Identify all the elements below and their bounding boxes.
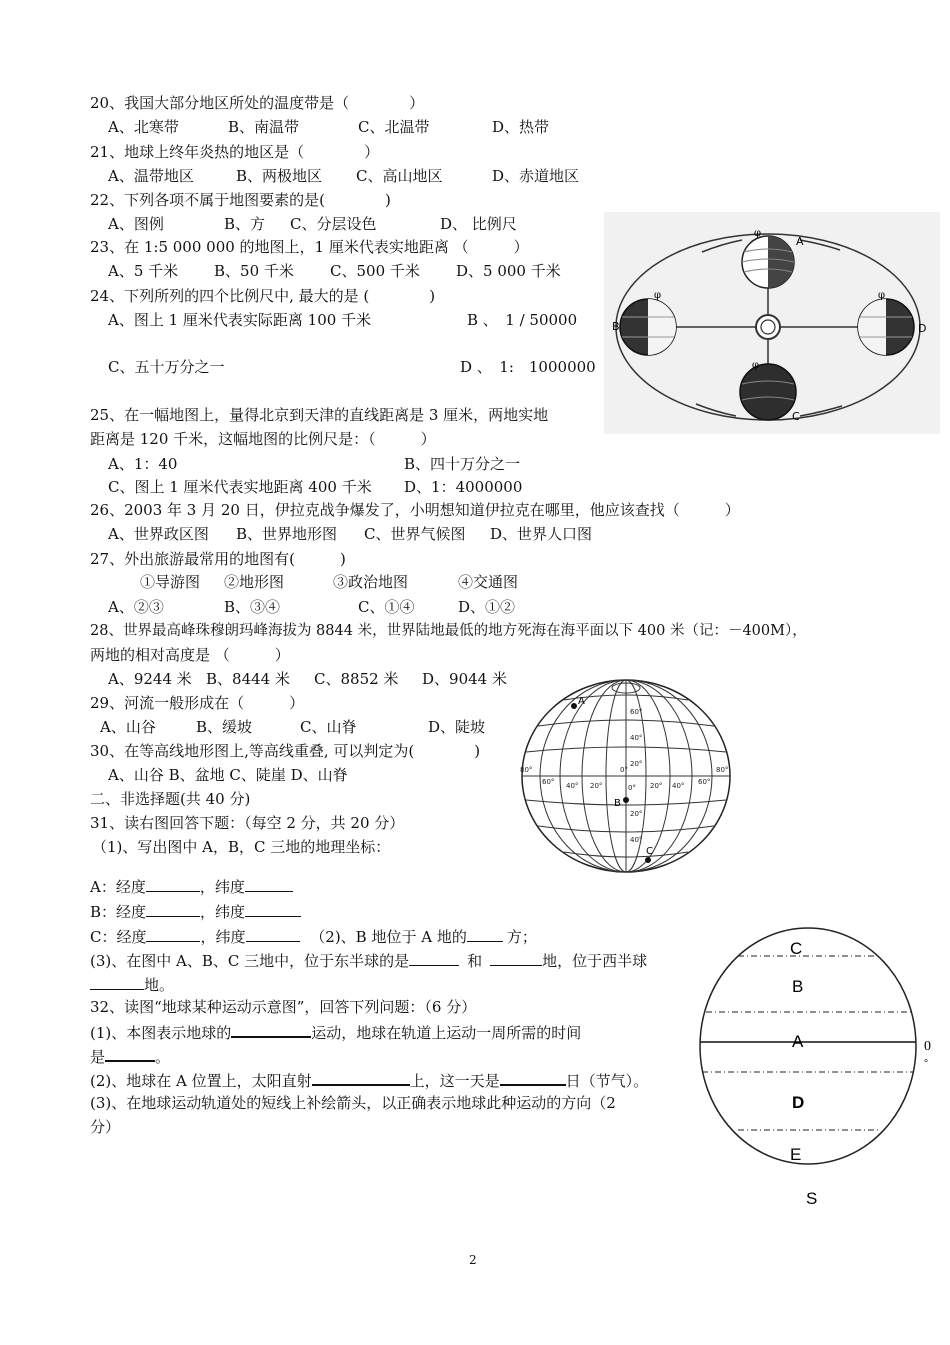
zone-circle — [700, 928, 916, 1164]
q26-option-d: D、世界人口图 — [490, 525, 593, 543]
q27-option-d: D、①② — [458, 598, 516, 616]
q24-option-d: D 、 1: 1000000 — [460, 358, 596, 376]
q31-b-lon-blank[interactable] — [146, 901, 200, 917]
q31-part-3-west: 地，位于西半球 — [542, 952, 648, 970]
q32-line-3b: 上，这一天是 — [409, 1072, 500, 1090]
q25-option-b: B、四十万分之一 — [404, 455, 521, 473]
page-number: 2 — [469, 1253, 477, 1267]
lon-tick: 40° — [672, 782, 685, 790]
q28-option-a: A、9244 米 — [108, 670, 192, 688]
q27-option-c: C、①④ — [358, 598, 415, 616]
q32-period-blank[interactable] — [105, 1045, 155, 1062]
q25-option-a: A、1：40 — [108, 455, 178, 473]
q24-option-c: C、五十万分之一 — [108, 358, 225, 376]
q24-stem: 24、下列所列的四个比例尺中, 最大的是 ( ) — [90, 287, 436, 305]
q28-option-c: C、8852 米 — [314, 670, 399, 688]
q21-option-b: B、两极地区 — [236, 167, 323, 185]
q32-line-2a: 是 — [90, 1048, 106, 1066]
q31-part-3 — [90, 950, 647, 971]
earth-a — [742, 236, 794, 288]
q32-line-2b: 。 — [155, 1048, 171, 1066]
lon-tick: 60° — [698, 778, 711, 786]
q29-option-c: C、山脊 — [300, 718, 357, 736]
q22-option-d: D、 比例尺 — [440, 215, 517, 233]
q32-line-1a: (1)、本图表示地球的 — [90, 1024, 232, 1042]
section-2-title: 二、非选择题(共 40 分) — [90, 790, 251, 808]
q28-stem-line2: 两地的相对高度是 （ ） — [90, 646, 290, 664]
q31-a-lon-label: A：经度 — [90, 878, 146, 896]
q27-item-3: ③政治地图 — [333, 573, 409, 591]
lon-tick: 60° — [542, 778, 555, 786]
q31-c-lat-label: ，纬度 — [200, 928, 246, 946]
q32-solar-term-blank[interactable] — [500, 1069, 566, 1086]
q32-line-1 — [90, 1021, 581, 1043]
point-a-label: A — [578, 696, 585, 707]
q21-option-a: A、温带地区 — [108, 167, 194, 185]
q29-option-d: D、陡坡 — [428, 718, 486, 736]
q28-stem-line1: 28、世界最高峰珠穆朗玛峰海拔为 8844 米，世界陆地最低的地方死海在海平面以下 400 米（记：－400M）， — [90, 623, 807, 639]
lat-tick: 40° — [630, 836, 643, 844]
pole-mark: φ — [752, 360, 760, 371]
q23-option-c: C、500 千米 — [330, 262, 420, 280]
point-a — [571, 703, 577, 709]
lon-tick: 40° — [566, 782, 579, 790]
q31-east-blank-2[interactable] — [490, 950, 542, 966]
q23-option-b: B、50 千米 — [214, 262, 294, 280]
q31-c-lon-label: C：经度 — [90, 928, 147, 946]
lon-tick: 20° — [650, 782, 663, 790]
q22-option-c: C、分层设色 — [290, 215, 377, 233]
earth-d — [858, 299, 914, 355]
q25-option-c: C、图上 1 厘米代表实地距离 400 千米 — [108, 478, 372, 496]
lon-tick: 80° — [520, 766, 533, 774]
q31-east-blank-1[interactable] — [409, 950, 459, 966]
q31-west-blank[interactable] — [90, 974, 144, 990]
q20-option-c: C、北温带 — [358, 118, 430, 136]
q31-b-lon-label: B：经度 — [90, 903, 147, 921]
orbit-label-c: C — [792, 410, 800, 423]
lat-tick: 40° — [630, 734, 643, 742]
orbit-label-d: D — [918, 322, 927, 335]
q32-line-5: 分） — [90, 1118, 121, 1136]
q32-motion-blank[interactable] — [231, 1021, 311, 1038]
q32-latitude-blank[interactable] — [312, 1069, 410, 1086]
zone-label-e: E — [790, 1145, 802, 1164]
zone-label-c: C — [790, 939, 803, 958]
q31-part-3-end: 地。 — [144, 976, 175, 994]
orbit-figure — [604, 212, 940, 434]
q27-item-1: ①导游图 — [140, 573, 201, 591]
q32-line-4: (3)、在地球运动轨道处的短线上补绘箭头，以正确表示地球此种运动的方向（2 — [90, 1094, 616, 1112]
q31-a-coords — [90, 876, 293, 897]
q32-line-3 — [90, 1069, 648, 1091]
q27-item-2: ②地形图 — [224, 573, 285, 591]
q25-stem-line2: 距离是 120 千米，这幅地图的比例尺是：（ ） — [90, 430, 436, 448]
q29-option-b: B、缓坡 — [196, 718, 253, 736]
q32-line-1b: 运动，地球在轨道上运动一周所需的时间 — [311, 1024, 582, 1042]
zone-label-a: A — [792, 1032, 804, 1051]
q21-stem: 21、地球上终年炎热的地区是（ ） — [90, 143, 380, 161]
q26-option-a: A、世界政区图 — [108, 525, 209, 543]
q31-c-lat-blank[interactable] — [246, 926, 300, 942]
q23-stem: 23、在 1:5 000 000 的地图上，1 厘米代表实地距离 （ ） — [90, 238, 529, 256]
q23-option-d: D、5 000 千米 — [456, 262, 561, 280]
q27-option-a: A、②③ — [108, 598, 164, 616]
q28-option-b: B、8444 米 — [206, 670, 290, 688]
q31-part-1: （1)、写出图中 A，B，C 三地的地理坐标： — [92, 838, 391, 856]
q26-stem: 26、2003 年 3 月 20 日，伊拉克战争爆发了，小明想知道伊拉克在哪里，他应该查找（ ） — [90, 501, 740, 519]
q26-option-c: C、世界气候图 — [364, 525, 466, 543]
sun — [756, 315, 780, 339]
q32-line-3a: (2)、地球在 A 位置上，太阳直射 — [90, 1072, 312, 1090]
degree-mark: ° — [924, 1058, 928, 1069]
lat-tick: 20° — [630, 760, 643, 768]
q31-a-lat-label: ，纬度 — [199, 878, 245, 896]
q25-stem-line1: 25、在一幅地图上，量得北京到天津的直线距离是 3 厘米，两地实地 — [90, 406, 549, 424]
q31-part-2-end: 方； — [506, 928, 537, 946]
q21-option-d: D、赤道地区 — [492, 167, 580, 185]
lat-tick: 0° — [628, 784, 636, 792]
zone-figure — [684, 926, 944, 1216]
q27-stem: 27、外出旅游最常用的地图有( ) — [90, 550, 346, 568]
lon-tick: 80° — [716, 766, 729, 774]
q24-option-a: A、图上 1 厘米代表实际距离 100 千米 — [108, 311, 372, 329]
q22-option-b: B、方 — [224, 215, 266, 233]
q30-stem: 30、在等高线地形图上,等高线重叠, 可以判定为( ) — [90, 742, 481, 760]
zero-degree-label: 0 — [924, 1039, 931, 1054]
q20-stem: 20、我国大部分地区所处的温度带是（ ） — [90, 94, 425, 112]
q31-b-lat-label: ，纬度 — [200, 903, 246, 921]
q31-c-lon-blank[interactable] — [146, 926, 200, 942]
zone-label-b: B — [792, 977, 804, 996]
q31-part-2: （2)、B 地位于 A 地的 — [310, 928, 467, 946]
orbit-mark — [800, 240, 840, 250]
q22-option-a: A、图例 — [108, 215, 164, 233]
q31-b-lat-blank[interactable] — [245, 901, 301, 917]
lon-tick: 0° — [620, 766, 628, 774]
q20-option-a: A、北寒带 — [108, 118, 179, 136]
q20-option-d: D、热带 — [492, 118, 550, 136]
q32-line-2 — [90, 1045, 170, 1067]
q32-stem: 32、读图“地球某种运动示意图”，回答下列问题：（6 分） — [90, 998, 477, 1016]
point-c-label: C — [646, 846, 653, 857]
q31-part-3-text: (3)、在图中 A、B、C 三地中，位于东半球的是 — [90, 952, 410, 970]
point-b — [623, 797, 629, 803]
q31-a-lat-blank[interactable] — [245, 876, 293, 892]
q32-line-3c: 日（节气）。 — [565, 1072, 649, 1090]
q21-option-c: C、高山地区 — [356, 167, 443, 185]
q31-a-lon-blank[interactable] — [146, 876, 200, 892]
q29-option-a: A、山谷 — [100, 718, 156, 736]
globe-figure — [518, 676, 734, 876]
globe-diagram — [518, 676, 734, 876]
q31-c-coords — [90, 926, 537, 947]
lat-tick: 20° — [630, 810, 643, 818]
earth-c — [740, 364, 796, 420]
pole-mark: φ — [878, 290, 886, 301]
q20-option-b: B、南温带 — [228, 118, 300, 136]
orbit-diagram — [604, 212, 940, 434]
q29-stem: 29、河流一般形成在（ ） — [90, 694, 305, 712]
q23-option-a: A、5 千米 — [108, 262, 179, 280]
zone-diagram — [684, 926, 944, 1216]
pole-mark: φ — [754, 228, 762, 239]
earth-b — [620, 299, 676, 355]
south-label: S — [806, 1189, 818, 1208]
q31-direction-blank[interactable] — [467, 926, 503, 942]
lon-tick: 20° — [590, 782, 603, 790]
zone-label-d: D — [792, 1093, 805, 1112]
q30-options: A、山谷 B、盆地 C、陡崖 D、山脊 — [108, 766, 348, 784]
orbit-label-a: A — [796, 235, 804, 248]
q27-item-4: ④交通图 — [458, 573, 519, 591]
q24-option-b: B 、 1 / 50000 — [467, 311, 578, 329]
q31-part-3-line2 — [90, 974, 174, 995]
q22-stem: 22、下列各项不属于地图要素的是( ) — [90, 191, 391, 209]
point-b-label: B — [614, 798, 621, 809]
q31-stem: 31、读右图回答下题：（每空 2 分，共 20 分） — [90, 814, 405, 832]
q25-option-d: D、1：4000000 — [404, 478, 523, 496]
q31-and: 和 — [467, 952, 483, 970]
orbit-label-b: B — [612, 320, 620, 333]
point-c — [645, 857, 651, 863]
q28-option-d: D、9044 米 — [422, 670, 507, 688]
lat-tick: 60° — [630, 708, 643, 716]
q31-b-coords — [90, 901, 301, 922]
q26-option-b: B、世界地形图 — [236, 525, 338, 543]
pole-mark: φ — [654, 290, 662, 301]
q27-option-b: B、③④ — [224, 598, 281, 616]
